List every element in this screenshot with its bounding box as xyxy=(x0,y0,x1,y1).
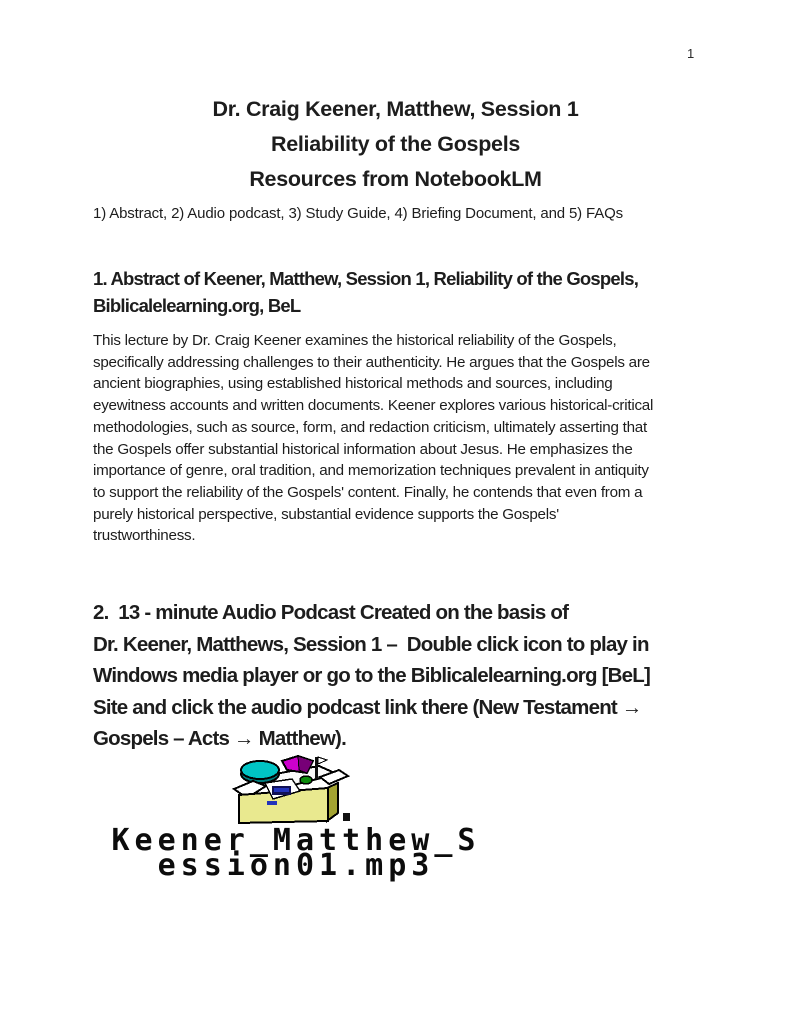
document-title xyxy=(0,92,791,197)
media-package-icon[interactable] xyxy=(231,755,351,827)
page-number: 1 xyxy=(687,46,695,61)
section2-heading-line: Windows media player or go to the Biblicalelearning.org [BeL] xyxy=(93,664,650,687)
paragraph-line: to support the reliability of the Gospels' content. Finally, he contends that even from a xyxy=(93,483,643,501)
abstract-paragraph xyxy=(93,330,653,547)
section1-heading xyxy=(93,265,638,319)
paragraph-line: methodologies, such as source, form, and redaction criticism, ultimately asserting that xyxy=(93,418,647,436)
section1-heading-line: 1. Abstract of Keener, Matthew, Session 1, Reliability of the Gospels, xyxy=(93,268,639,289)
section2-heading-line: 2. 13 - minute Audio Podcast Created on the basis of xyxy=(93,601,569,624)
resource-list-line: 1) Abstract, 2) Audio podcast, 3) Study Guide, 4) Briefing Document, and 5) FAQs xyxy=(93,205,623,222)
paragraph-line: ancient biographies, using established historical methods and sources, including xyxy=(93,375,613,393)
paragraph-line: This lecture by Dr. Craig Keener examines the historical reliability of the Gospels, xyxy=(93,332,617,349)
paragraph-line: trustworthiness. xyxy=(93,527,196,545)
section2-heading-line: Dr. Keener, Matthews, Session 1 – Double click icon to play in xyxy=(93,632,649,656)
paragraph-line: purely historical perspective, substantial evidence supports the Gospels' xyxy=(93,505,559,523)
section1-heading-line: Biblicalelearning.org, BeL xyxy=(93,295,301,316)
document-title-line: Dr. Craig Keener, Matthew, Session 1 xyxy=(212,97,579,121)
paragraph-line: importance of genre, oral tradition, and memorization techniques prevalent in antiquity xyxy=(93,462,649,480)
document-title-line: Resources from NotebookLM xyxy=(249,167,542,191)
section2-heading xyxy=(93,597,650,755)
section2-heading-line: Gospels – Acts → Matthew). xyxy=(93,727,346,750)
audio-filename-line: Keener_Matthew_S xyxy=(111,823,481,858)
paragraph-line: eyewitness accounts and written documents. Keener explores various historical-critical xyxy=(93,397,654,415)
audio-filename[interactable] xyxy=(86,823,506,883)
section2-heading-line: Site and click the audio podcast link there (New Testament → xyxy=(93,695,642,719)
paragraph-line: the Gospels offer substantial historical information about Jesus. He emphasizes the xyxy=(93,440,633,458)
document-title-line: Reliability of the Gospels xyxy=(270,132,521,156)
paragraph-line: specifically addressing challenges to their authenticity. He argues that the Gospels are xyxy=(93,353,650,371)
audio-filename-line: ession01.mp3 xyxy=(157,848,435,883)
